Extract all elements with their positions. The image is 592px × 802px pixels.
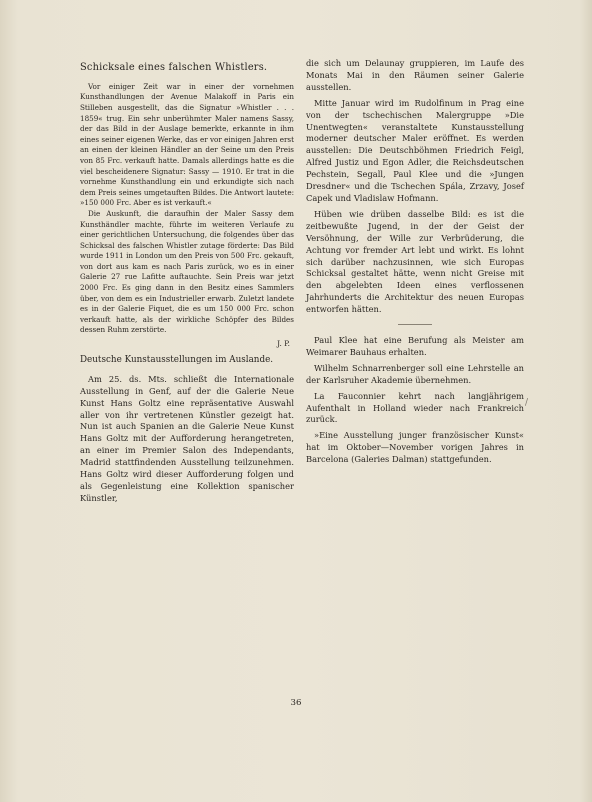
paragraph: Vor einiger Zeit war in einer der vornehmen Kunsthandlungen der Avenue Malakoff in Paris ein Stilleben ausgestellt, das die Signatur »Whistler . . . 1859« trug. Ein sehr unberühmter Maler namens Sassy, der das Bild in der Auslage bemerkte, erkannte in ihm eines seiner eigenen Werke, das er vor einigen Jahren erst an einen der kleinen Händler an der Seine um den Preis von 85 Frc. verkauft hatte. Damals allerdings hatte es die viel bescheidenere Signatur: Sassy — 1910. Er trat in die vornehme Kunsthandlung ein und erkundigte sich nach dem Preis seines umgetauften Bildes. Die Antwort lautete: »150 000 Frc. Aber es ist verkauft.« <box>80 81 294 208</box>
paragraph: Hüben wie drüben dasselbe Bild: es ist die zeitbewußte Jugend, in der der Geist der Versöhnung, der Wille zur Verbrüderung, die Achtung vor fremder Art lebt und wirkt. Es lohnt sich darüber nachzusinnen, wie sich Europas Schicksal gestaltet hätte, wenn nicht Greise mit den abgelebten Ideen eines verflossenen Jahrhunderts die Architektur des neuen Europas entworfen hätten. <box>306 208 524 315</box>
right-column <box>306 58 524 470</box>
paragraph: »Eine Ausstellung junger französischer Kunst« hat im Oktober—November vorigen Jahres in Barcelona (Galeries Dalman) stattgefunden. <box>306 430 524 465</box>
author-signature: J. P. <box>277 339 290 349</box>
paragraph: Paul Klee hat eine Berufung als Meister am Weimarer Bauhaus erhalten. <box>306 335 524 357</box>
article-body-small <box>80 82 294 336</box>
paragraph: die sich um Delaunay gruppieren, im Laufe des Monats Mai in den Räumen seiner Galerie ausstellen. <box>306 58 524 92</box>
paragraph: Am 25. ds. Mts. schließt die Internationale Ausstellung in Genf, auf der die Galerie Neue Kunst Hans Goltz eine repräsentative Auswahl aller von ihr vertretenen Künstler gezeigt hat. Nun ist auch Spanien an die Galerie Neue Kunst Hans Goltz mit der Aufforderung herangetreten, an einer im Premier Salon des Independants, Madrid stattfindenden Ausstellung teilzunehmen. Hans Goltz wird dieser Aufforderung folgen und als Gegenleistung eine Kollektion spanischer Künstler, <box>80 373 294 503</box>
paragraph: Mitte Januar wird im Rudolfinum in Prag eine von der tschechischen Malergruppe »Die Unentwegten« veranstaltete Kunstausstellung moderner deutscher Maler eröffnet. Es werden ausstellen: Die Deutschböhmen Friedrich Feigl, Alfred Justiz und Egon Adler, die Reichsdeutschen Pechstein, Segall, Paul Klee und die »Jungen Dresdner« und die Tschechen Spála, Zrzavy, Josef Capek und Vladislaw Hofmann. <box>306 97 524 203</box>
section-divider <box>398 324 432 325</box>
paragraph: Die Auskunft, die daraufhin der Maler Sassy dem Kunsthändler machte, führte im weiteren Verlaufe zu einer gerichtlichen Untersuchung, die folgendes über das Schicksal des falschen Whistler zutage förderte: Das Bild wurde 1911 in London um den Preis von 500 Frc. gekauft, von dort aus kam es nach Paris zurück, wo es in einer Galerie 27 rue Lafitte auftauchte. Sein Preis war jetzt 2000 Frc. Es ging dann in den Besitz eines Sammlers über, von dem es ein Industrieller erwarb. Zuletzt landete es in der Galerie Fiquet, die es um 150 000 Frc. schon verkauft hatte, als der wirkliche Schöpfer des Bildes dessen Ruhm zerstörte. <box>80 208 294 335</box>
right-body-top <box>306 58 524 316</box>
paragraph: La Fauconnier kehrt nach langjährigem Aufenthalt in Holland wieder nach Frankreich zurück. <box>306 390 524 425</box>
section-heading: Deutsche Kunstausstellungen im Auslande. <box>80 354 274 365</box>
article-heading: Schicksale eines falschen Whistlers. <box>80 62 268 73</box>
right-body-bottom <box>306 335 524 466</box>
left-column <box>80 58 294 509</box>
page-number: 36 <box>290 698 302 708</box>
section-body <box>80 374 294 505</box>
paragraph: Wilhelm Schnarrenberger soll eine Lehrstelle an der Karlsruher Akademie übernehmen. <box>306 362 524 385</box>
margin-pencil-mark: / <box>525 398 529 408</box>
